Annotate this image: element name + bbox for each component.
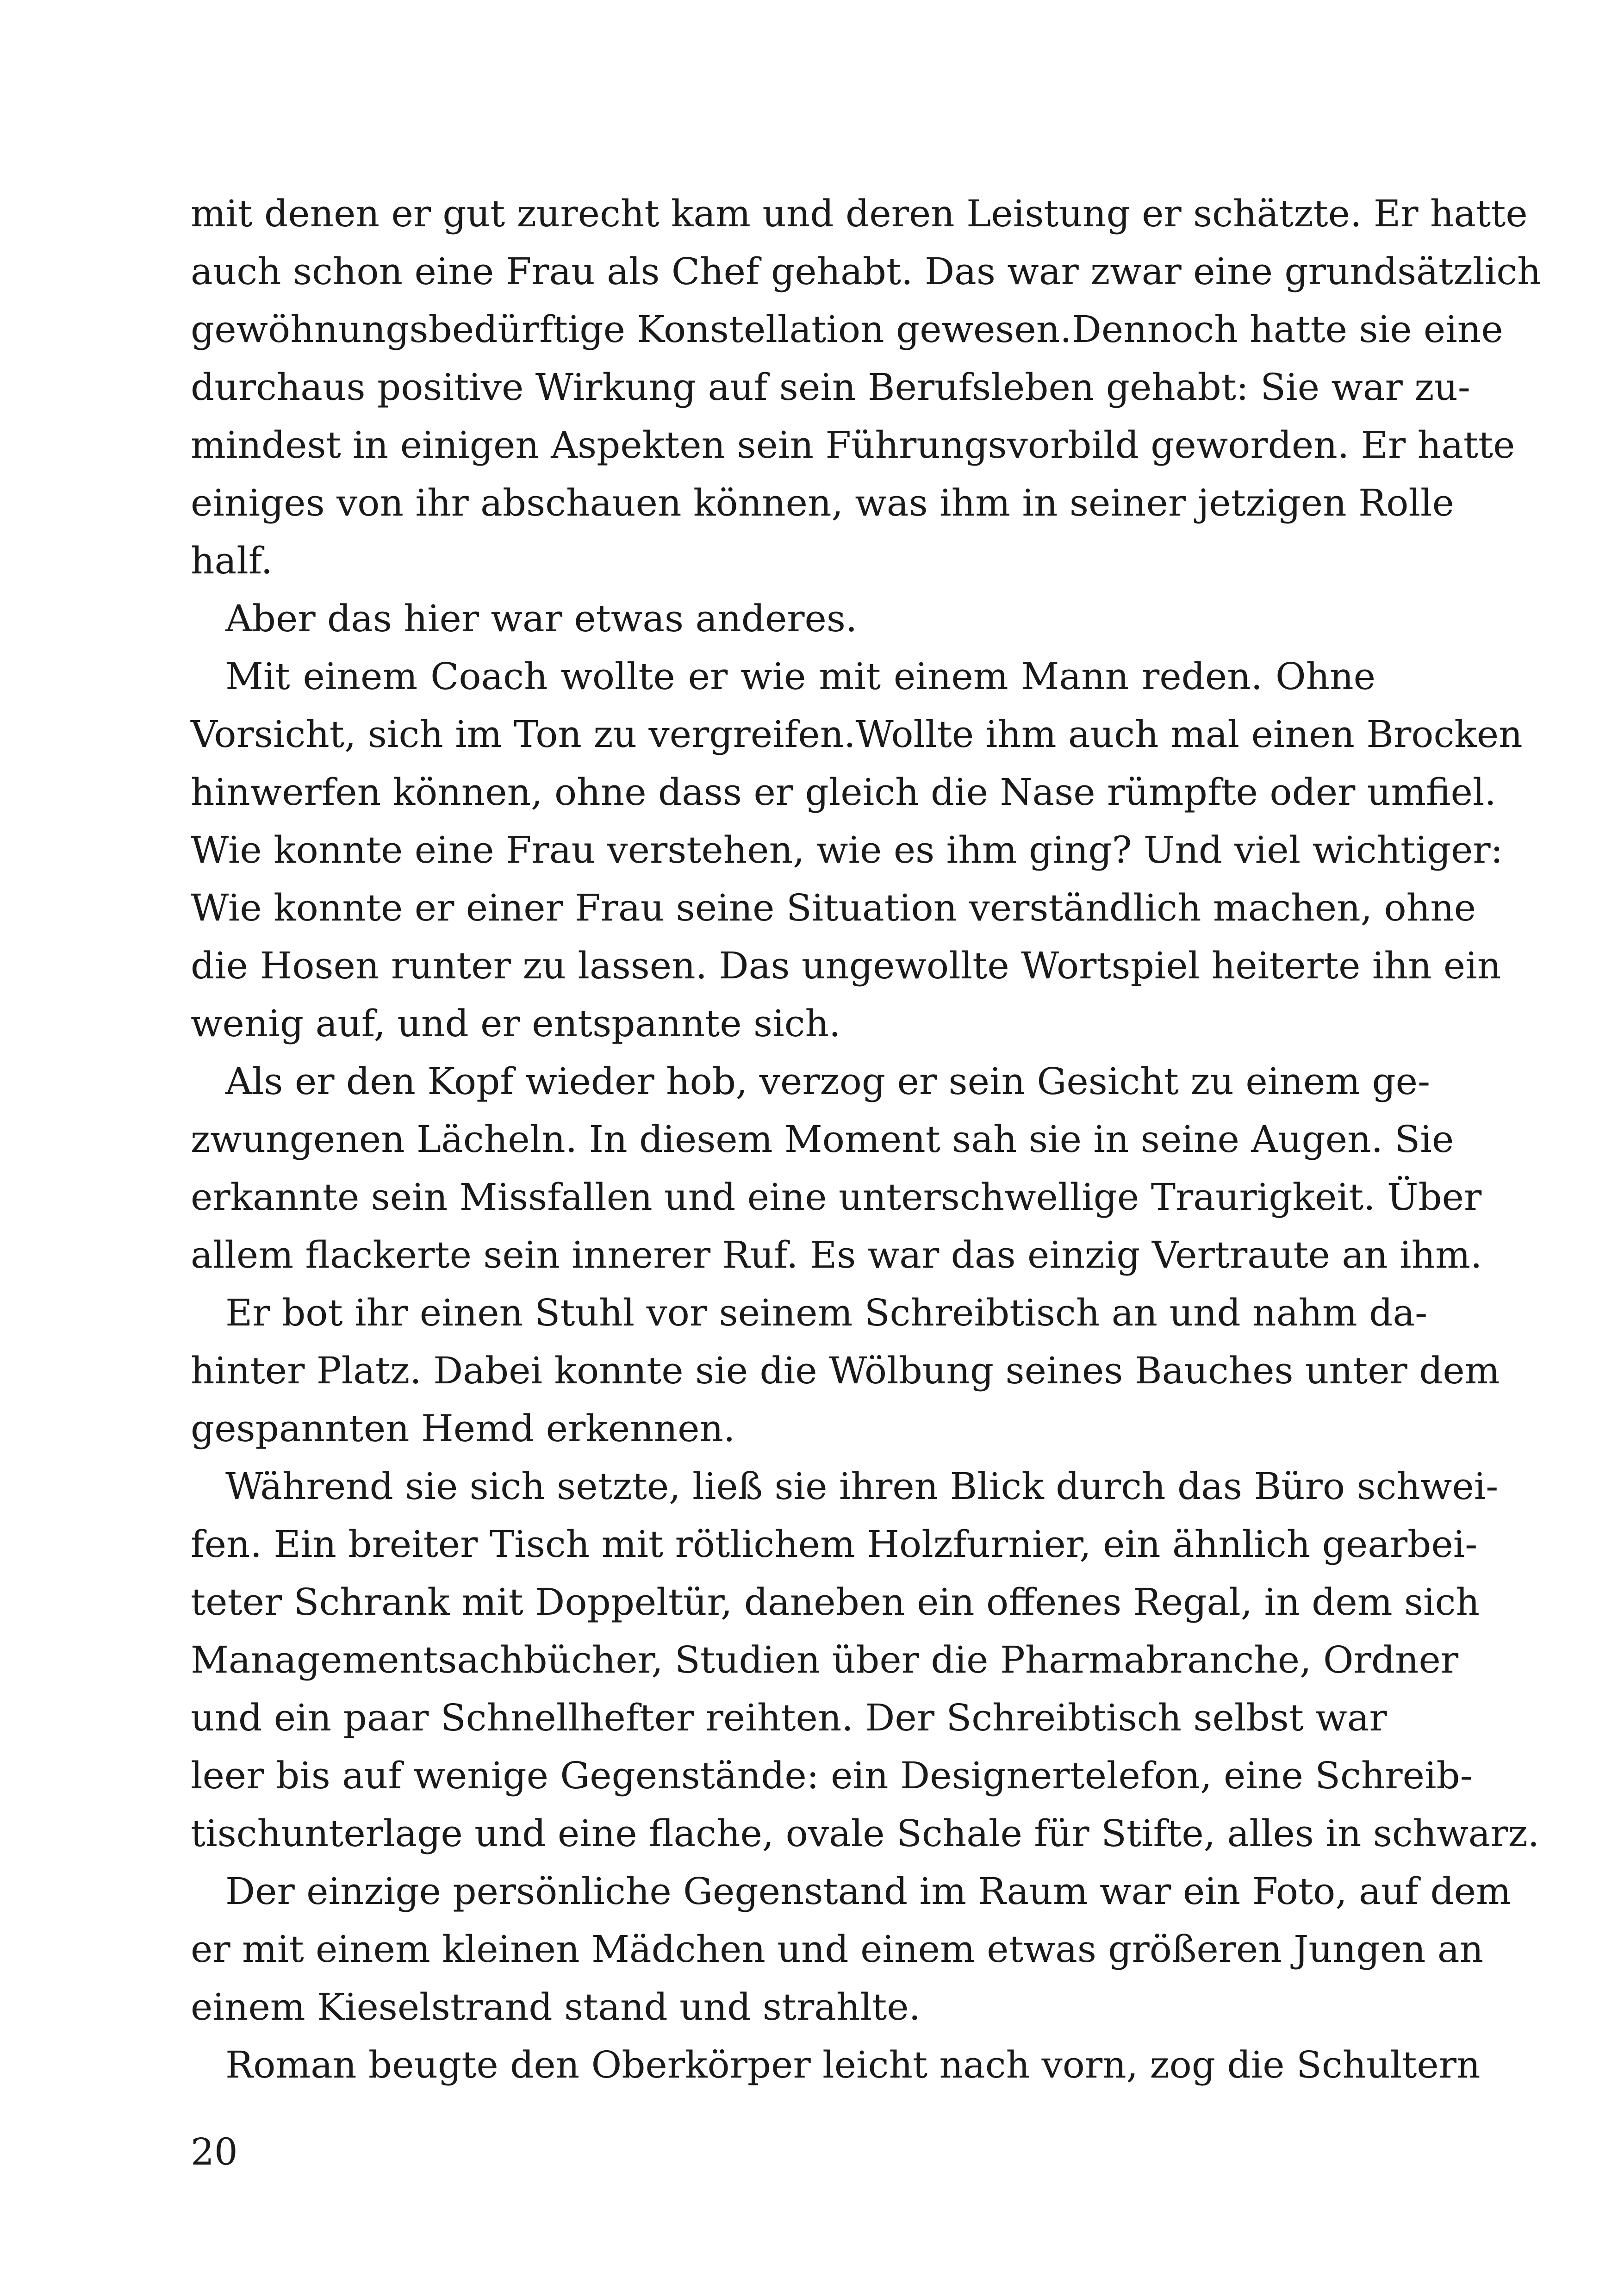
text-line: Wie konnte er einer Frau seine Situation verständlich machen, ohne [191,886,1476,929]
text-line: teter Schrank mit Doppeltür, daneben ein offenes Regal, in dem sich [191,1580,1480,1624]
text-line: mit denen er gut zurecht kam und deren Leistung er schätzte. Er hatte [191,192,1528,235]
text-line: mindest in einigen Aspekten sein Führungsvorbild geworden. Er hatte [191,423,1515,467]
text-line: Mit einem Coach wollte er wie mit einem Mann reden. Ohne [225,655,1375,698]
text-line: erkannte sein Missfallen und eine unterschwellige Traurigkeit. Über [191,1176,1482,1219]
text-line: und ein paar Schnellhefter reihten. Der Schreibtisch selbst war [191,1696,1387,1739]
text-line: auch schon eine Frau als Chef gehabt. Das war zwar eine grundsätzlich [191,250,1541,293]
text-line: gespannten Hemd erkennen. [191,1407,735,1450]
text-line: Wie konnte eine Frau verstehen, wie es ihm ging? Und viel wichtiger: [191,828,1503,871]
text-line: einiges von ihr abschauen können, was ihm in seiner jetzigen Rolle [191,481,1454,524]
text-line: hinter Platz. Dabei konnte sie die Wölbung seines Bauches unter dem [191,1349,1500,1392]
text-line: die Hosen runter zu lassen. Das ungewollte Wortspiel heiterte ihn ein [191,944,1501,987]
text-line: Während sie sich setzte, ließ sie ihren Blick durch das Büro schwei- [225,1465,1499,1508]
text-line: gewöhnungsbedürftige Konstellation gewesen.Dennoch hatte sie eine [191,308,1503,351]
text-line: zwungenen Lächeln. In diesem Moment sah sie in seine Augen. Sie [191,1118,1454,1161]
text-line: hinwerfen können, ohne dass er gleich die Nase rümpfte oder umfiel. [191,771,1496,814]
text-line: tischunterlage und eine flache, ovale Schale für Stifte, alles in schwarz. [191,1812,1540,1855]
text-line: fen. Ein breiter Tisch mit rötlichem Holzfurnier, ein ähnlich gearbei- [191,1523,1478,1566]
text-line: Der einzige persönliche Gegenstand im Raum war ein Foto, auf dem [225,1870,1511,1913]
text-line: wenig auf, und er entspannte sich. [191,1002,841,1045]
page-number: 20 [191,2130,238,2173]
text-line: Roman beugte den Oberkörper leicht nach vorn, zog die Schultern [225,2043,1481,2086]
text-line: Aber das hier war etwas anderes. [225,597,858,640]
text-line: Er bot ihr einen Stuhl vor seinem Schreibtisch an und nahm da- [225,1291,1428,1334]
text-line: leer bis auf wenige Gegenstände: ein Designertelefon, eine Schreib- [191,1754,1473,1797]
text-line: half. [191,539,273,582]
text-line: Managementsachbücher, Studien über die Pharmabranche, Ordner [191,1638,1459,1681]
text-line: er mit einem kleinen Mädchen und einem etwas größeren Jungen an [191,1928,1484,1971]
text-line: einem Kieselstrand stand und strahlte. [191,1985,921,2028]
text-line: durchaus positive Wirkung auf sein Berufsleben gehabt: Sie war zu- [191,366,1470,409]
text-line: Als er den Kopf wieder hob, verzog er sein Gesicht zu einem ge- [225,1060,1431,1103]
text-line: allem flackerte sein innerer Ruf. Es war das einzig Vertraute an ihm. [191,1233,1482,1276]
text-line: Vorsicht, sich im Ton zu vergreifen.Wollte ihm auch mal einen Brocken [191,713,1523,756]
